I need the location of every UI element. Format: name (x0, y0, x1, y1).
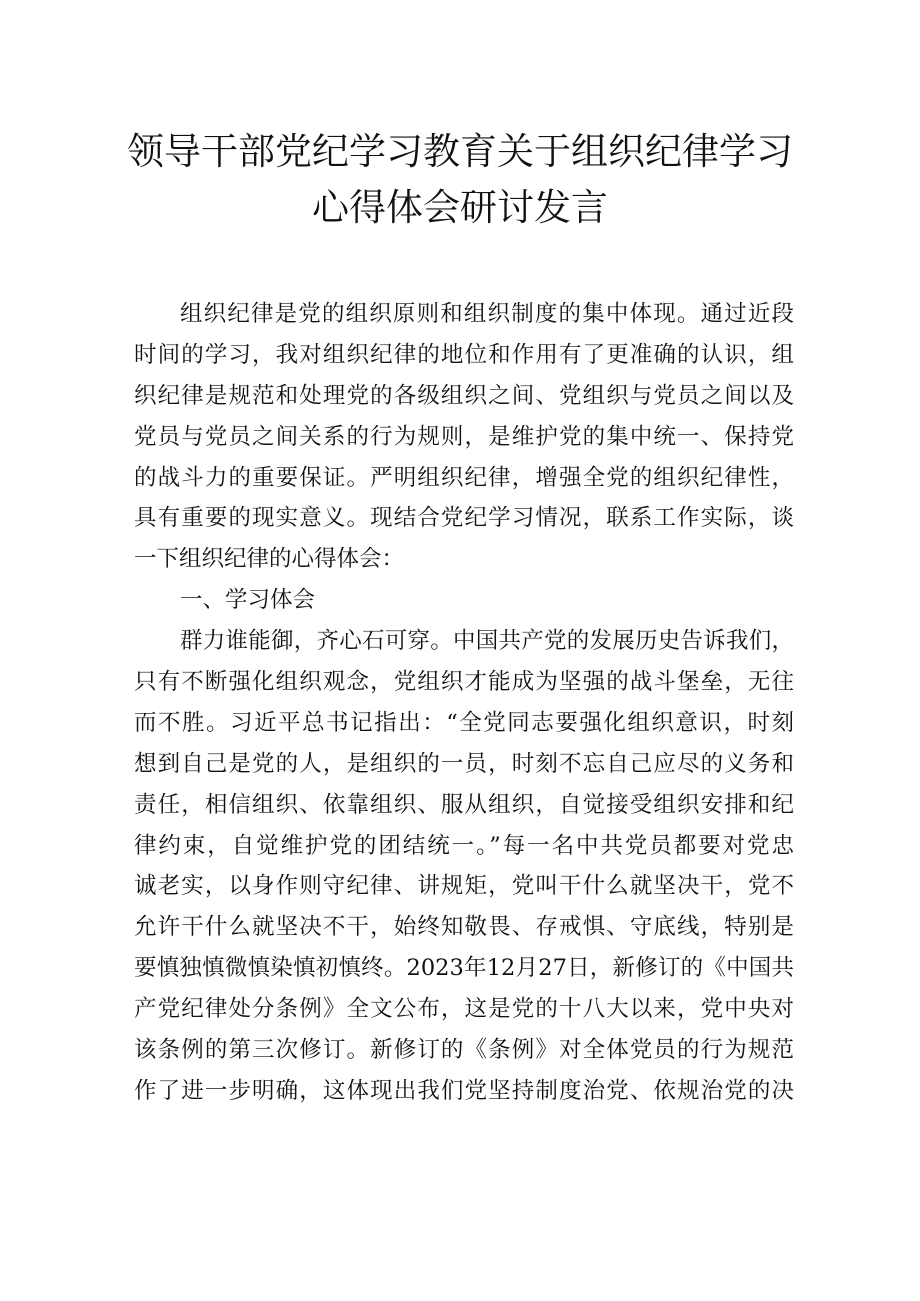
section-heading: 一、学习体会 (180, 587, 316, 614)
body-line-6: 具有重要的现实意义。现结合党纪学习情况，联系工作实际，谈 (134, 505, 794, 532)
body-line-7: 一下组织纪律的心得体会： (134, 546, 405, 573)
body-line-19: 该条例的第三次修订。新修订的《条例》对全体党员的行为规范 (134, 1037, 794, 1064)
body-line-12: 想到自己是党的人，是组织的一员，时刻不忘自己应尽的义务和 (134, 750, 794, 777)
document-body (134, 294, 794, 1112)
body-line-15: 诚老实，以身作则守纪律、讲规矩，党叫干什么就坚决干，党不 (134, 873, 794, 900)
document-title-line-2: 心得体会研讨发言 (312, 186, 608, 229)
body-line-5: 的战斗力的重要保证。严明组织纪律，增强全党的组织纪律性， (134, 464, 794, 491)
body-line-2: 时间的学习，我对组织纪律的地位和作用有了更准确的认识，组 (134, 341, 794, 368)
body-line-17: 要慎独慎微慎染慎初慎终。2023年12月27日，新修订的《中国共 (134, 955, 794, 982)
body-line-9: 群力谁能御，齐心石可穿。中国共产党的发展历史告诉我们， (180, 628, 794, 655)
body-line-14: 律约束，自觉维护党的团结统一。”每一名中共党员都要对党忠 (134, 832, 794, 859)
body-line-1: 组织纪律是党的组织原则和组织制度的集中体现。通过近段 (180, 301, 794, 327)
body-line-13: 责任，相信组织、依靠组织、服从组织，自觉接受组织安排和纪 (134, 791, 794, 818)
body-line-18: 产党纪律处分条例》全文公布，这是党的十八大以来，党中央对 (134, 996, 794, 1023)
body-line-10: 只有不断强化组织观念，党组织才能成为坚强的战斗堡垒，无往 (134, 669, 794, 696)
body-line-3: 织纪律是规范和处理党的各级组织之间、党组织与党员之间以及 (134, 382, 794, 409)
body-line-4: 党员与党员之间关系的行为规则，是维护党的集中统一、保持党 (134, 423, 794, 450)
body-line-11: 而不胜。习近平总书记指出：“全党同志要强化组织意识，时刻 (134, 709, 794, 736)
document-title-line-1: 领导干部党纪学习教育关于组织纪律学习 (127, 130, 793, 173)
body-line-20: 作了进一步明确，这体现出我们党坚持制度治党、依规治党的决 (134, 1077, 794, 1104)
body-line-16: 允许干什么就坚决不干，始终知敬畏、存戒惧、守底线，特别是 (134, 914, 794, 941)
